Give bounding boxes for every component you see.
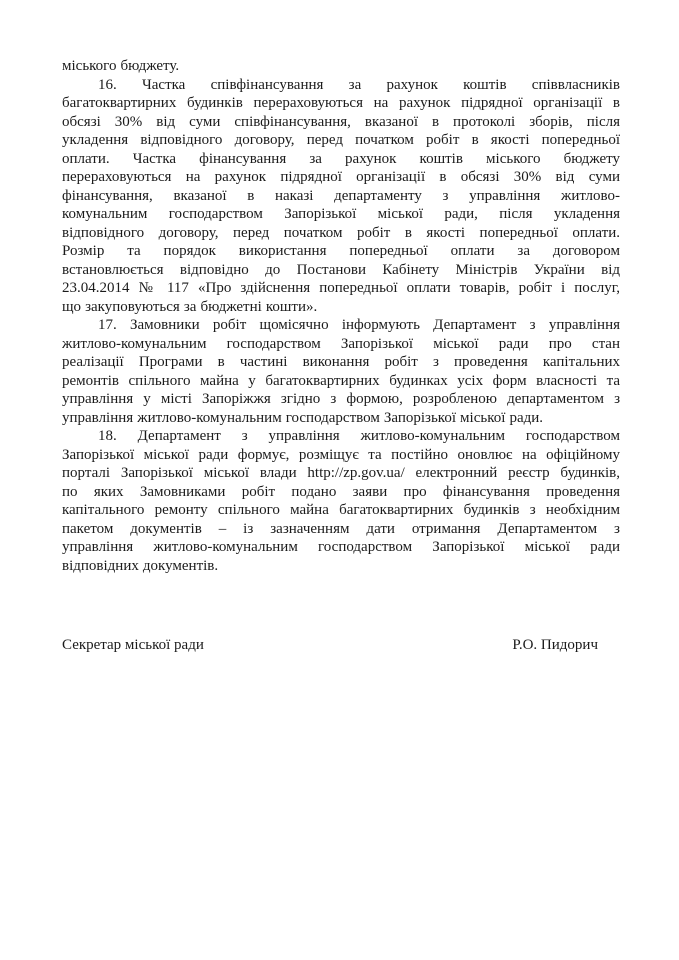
text-line: порталі Запорізької міської влади http://zp.gov.ua/ електронний реєстр будинків, bbox=[62, 465, 620, 481]
text-line: 17. Замовники робіт щомісячно інформують Департамент з управління bbox=[98, 317, 620, 333]
text-line: Розмір та порядок використання попередньої оплати за договором bbox=[62, 243, 620, 259]
text-line: Запорізької міської ради формує, розміщує та постійно оновлює на офіційному bbox=[62, 446, 620, 463]
paragraph-3 bbox=[62, 427, 620, 575]
text-line: ремонтів спільного майна у багатоквартирних будинках усіх форм власності та bbox=[62, 372, 620, 389]
text-line: оплати. Частка фінансування за рахунок коштів міського бюджету bbox=[62, 150, 620, 167]
text-line: перераховуються на рахунок підрядної організації в обсязі 30% від суми bbox=[62, 169, 620, 185]
signature-row bbox=[62, 636, 620, 655]
text-line: 18. Департамент з управління житлово-комунальним господарством bbox=[98, 428, 620, 444]
text-line: що закуповуються за бюджетні кошти». bbox=[62, 298, 318, 315]
signature-name: Р.О. Пидорич bbox=[512, 637, 598, 653]
text-line: комунальним господарством Запорізької міської ради, після укладення bbox=[62, 206, 620, 222]
text-line: відповідних документів. bbox=[62, 557, 219, 574]
paragraph-2 bbox=[62, 316, 620, 427]
text-line: капітального ремонту спільного майна багатоквартирних будинків з необхідним bbox=[62, 502, 620, 518]
text-line: міського бюджету. bbox=[62, 58, 180, 74]
text-line: 16. Частка співфінансування за рахунок коштів співвласників bbox=[98, 76, 620, 93]
text-line: фінансування, вказаної в наказі департаменту з управління житлово- bbox=[62, 187, 620, 204]
signature-role: Секретар міської ради bbox=[62, 637, 204, 653]
paragraph-1 bbox=[62, 76, 620, 317]
text-line: 23.04.2014 № 117 «Про здійснення попередньої оплати товарів, робіт і послуг, bbox=[62, 280, 620, 296]
text-line: управління житлово-комунальним господарством Запорізької міської ради. bbox=[62, 409, 544, 426]
text-line: укладення відповідного договору, перед початком робіт в якості попередньої bbox=[62, 132, 620, 148]
text-line: встановлюється відповідно до Постанови Кабінету Міністрів України від bbox=[62, 261, 620, 278]
text-line: управління у місті Запоріжжя згідно з формою, розробленою департаментом з bbox=[62, 391, 620, 407]
document-body bbox=[62, 57, 620, 575]
paragraph-0 bbox=[62, 57, 620, 76]
text-line: по яких Замовниками робіт подано заяви про фінансування проведення bbox=[62, 483, 620, 500]
text-line: відповідного договору, перед початком робіт в якості попередньої оплати. bbox=[62, 224, 620, 241]
text-line: управління житлово-комунальним господарством Запорізької міської ради bbox=[62, 539, 620, 555]
text-line: пакетом документів – із зазначенням дати отримання Департаментом з bbox=[62, 520, 620, 537]
text-line: багатоквартирних будинків перераховуються на рахунок підрядної організації в bbox=[62, 95, 620, 111]
text-line: реалізації Програми в частині виконання робіт з проведення капітальних bbox=[62, 354, 620, 370]
text-line: обсязі 30% від суми співфінансування, вказаної в протоколі зборів, після bbox=[62, 113, 620, 130]
text-line: житлово-комунальним господарством Запорізької міської ради про стан bbox=[62, 335, 620, 352]
